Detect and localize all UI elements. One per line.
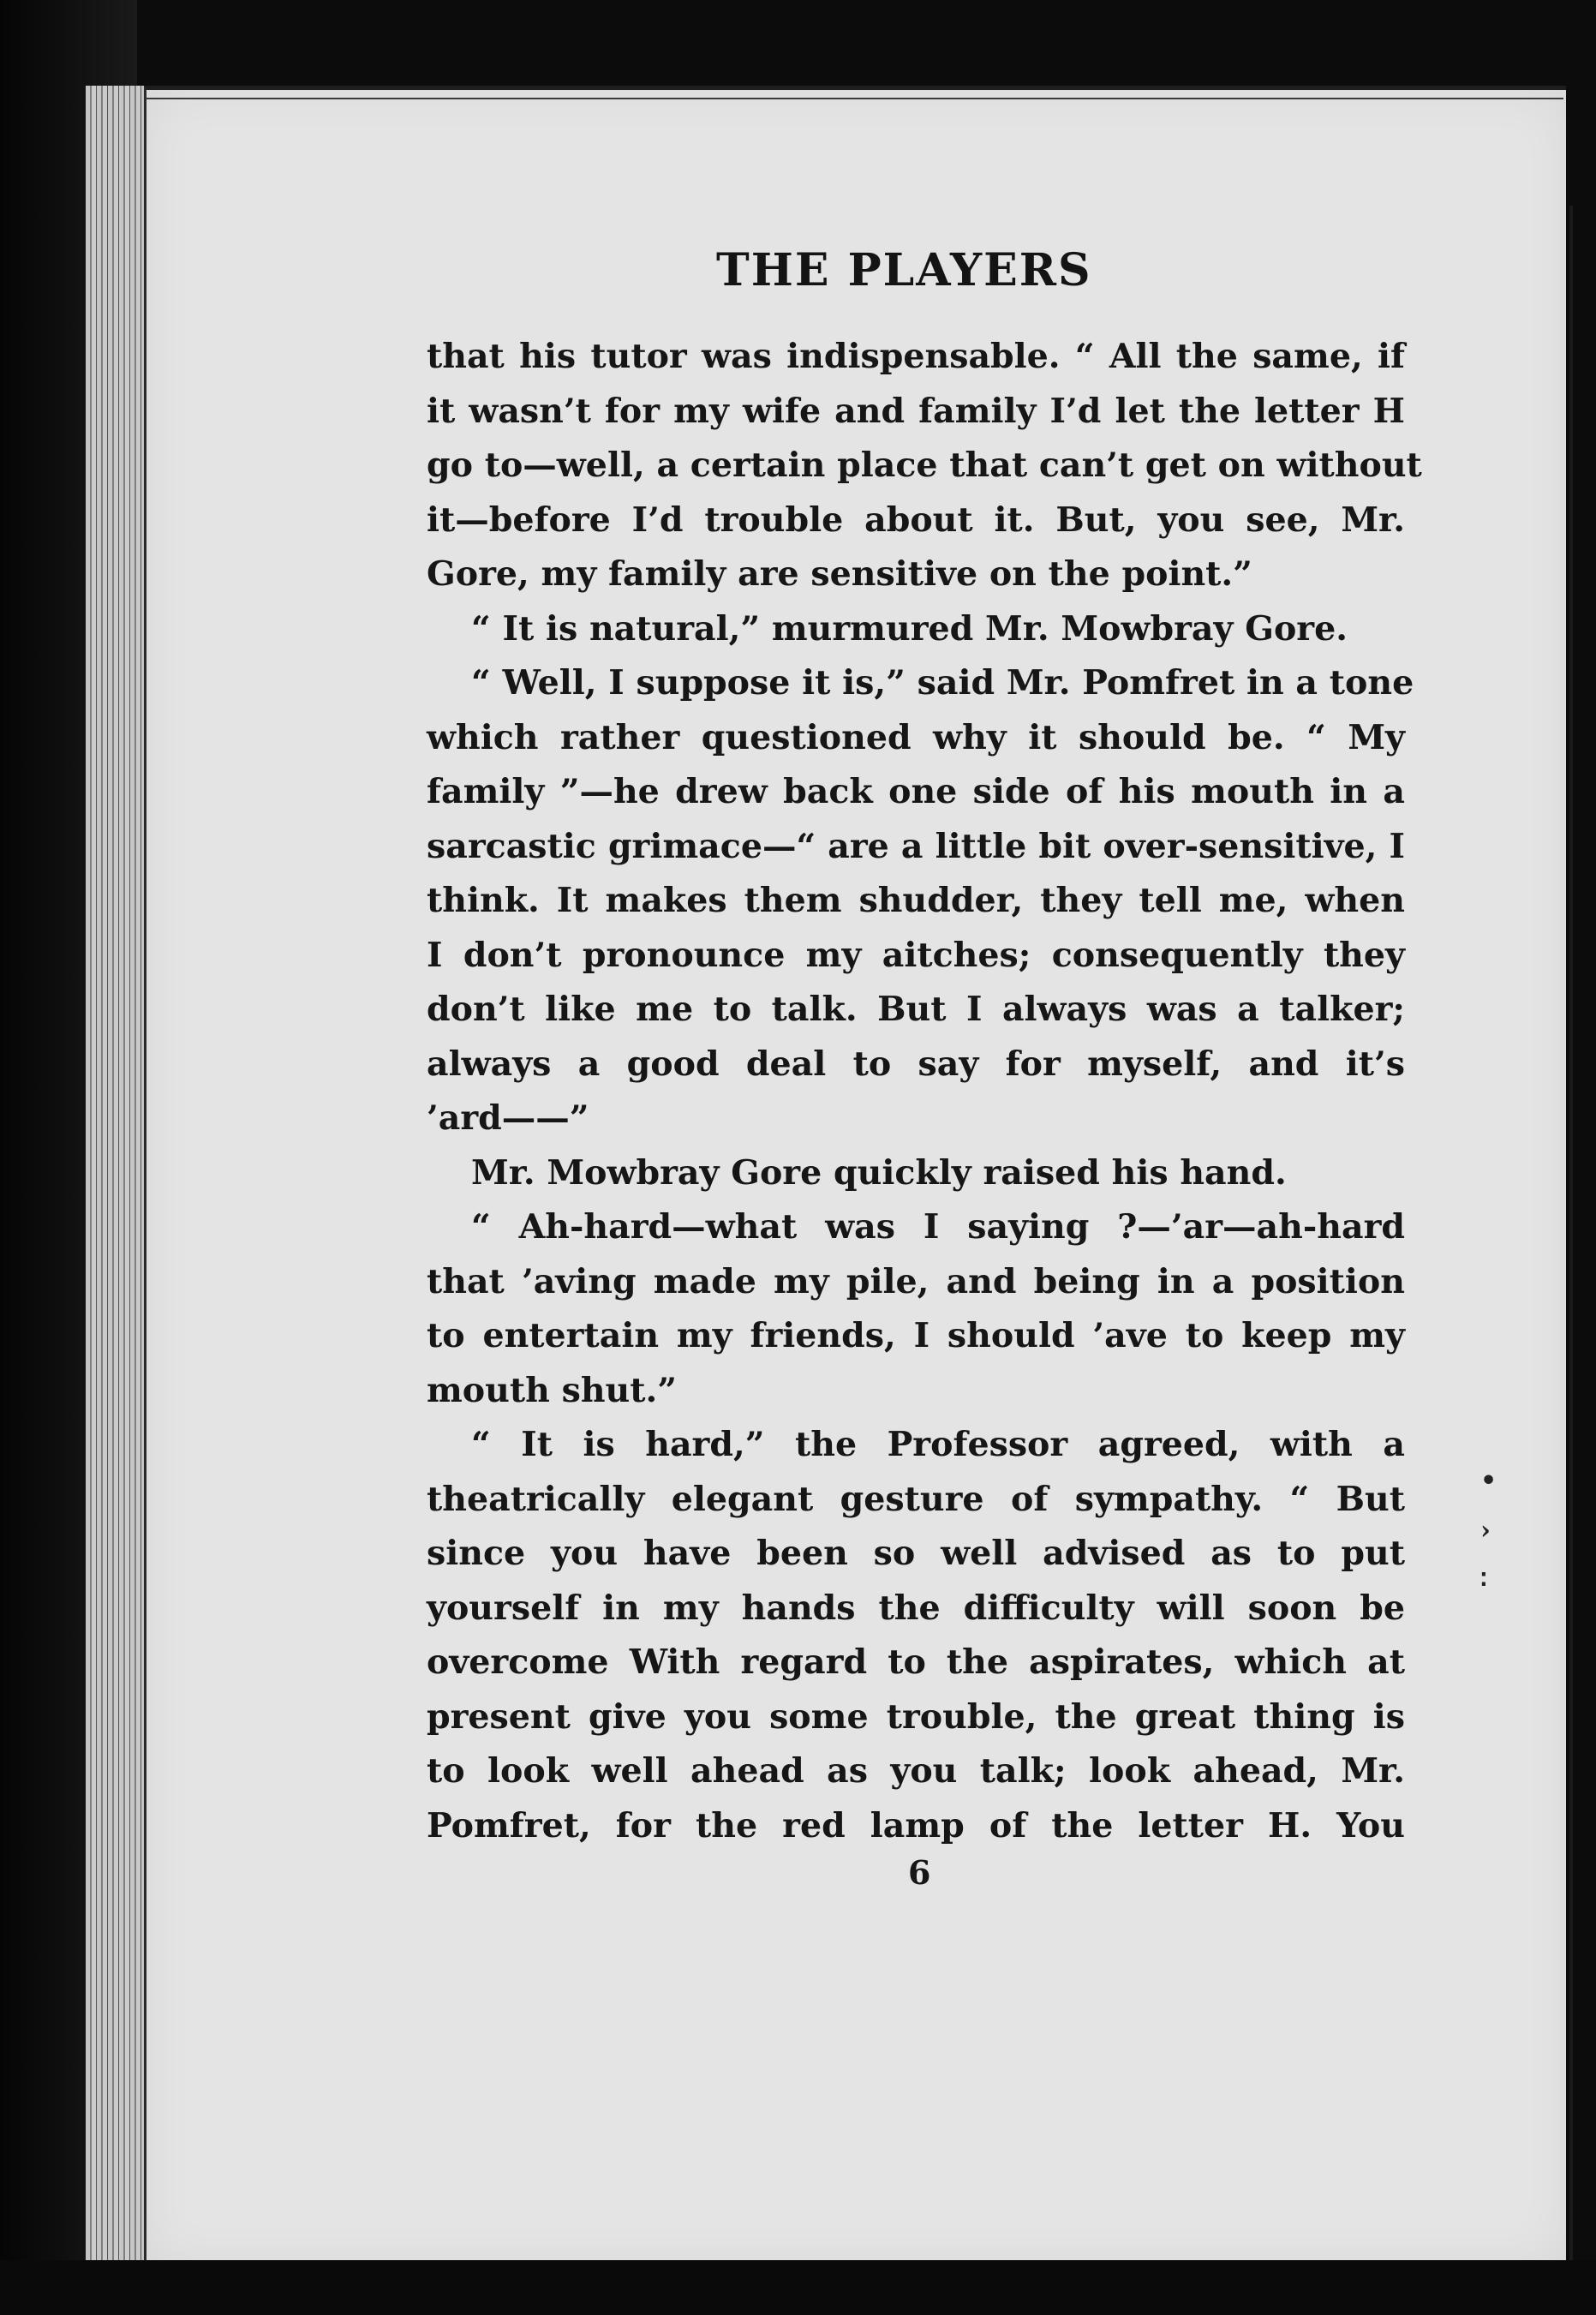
text-line: it wasn’t for my wife and family I’d let the letter H <box>427 391 1405 431</box>
text-line: theatrically elegant gesture of sympathy. “ But <box>427 1479 1405 1519</box>
running-head: THE PLAYERS <box>716 244 1092 296</box>
text-line: think. It makes them shudder, they tell me, when <box>427 881 1405 920</box>
body-text <box>427 330 1422 1853</box>
text-line: ’ard——” <box>427 1098 589 1138</box>
text-line: I don’t pronounce my aitches; consequently they <box>427 935 1405 975</box>
text-line: mouth shut.” <box>427 1370 677 1410</box>
page-number: 6 <box>908 1853 931 1892</box>
text-line: present give you some trouble, the great thing is <box>427 1696 1405 1737</box>
page-right-edge-line <box>1569 206 1573 2279</box>
text-line: don’t like me to talk. But I always was a talker; <box>427 990 1405 1029</box>
text-line: “ Ah-hard—what was I saying ?—’ar—ah-hard <box>471 1207 1405 1247</box>
text-line: go to—well, a certain place that can’t get on without <box>427 446 1422 485</box>
text-line: sarcastic grimace—“ are a little bit over-sensitive, I <box>427 826 1405 866</box>
text-line: “ Well, I suppose it is,” said Mr. Pomfret in a tone <box>471 663 1414 703</box>
text-line: yourself in my hands the difficulty will soon be <box>427 1588 1405 1628</box>
text-line: “ It is hard,” the Professor agreed, with a <box>471 1425 1405 1464</box>
text-line: that his tutor was indispensable. “ All the same, if <box>427 337 1405 376</box>
text-line: overcome With regard to the aspirates, which at <box>427 1642 1405 1682</box>
text-line: which rather questioned why it should be. “ My <box>427 717 1405 757</box>
text-line: family ”—he drew back one side of his mouth in a <box>427 772 1405 811</box>
text-line: “ It is natural,” murmured Mr. Mowbray Gore. <box>471 608 1348 649</box>
stray-ink-marks: • › ∶ <box>1480 1466 1497 1595</box>
text-line: Gore, my family are sensitive on the point.” <box>427 554 1252 594</box>
text-line: it—before I’d trouble about it. But, you see, Mr. <box>427 499 1405 540</box>
scan-bottom-margin <box>0 2260 1596 2315</box>
text-line: to entertain my friends, I should ’ave to keep my <box>427 1316 1405 1355</box>
text-line: to look well ahead as you talk; look ahead, Mr. <box>427 1751 1405 1791</box>
text-line: since you have been so well advised as to put <box>427 1534 1405 1573</box>
page-top-rule <box>146 98 1563 99</box>
text-line: always a good deal to say for myself, and it’s <box>427 1044 1405 1084</box>
text-line: Mr. Mowbray Gore quickly raised his hand. <box>471 1152 1287 1193</box>
text-line: Pomfret, for the red lamp of the letter H. You <box>427 1805 1405 1845</box>
text-line: that ’aving made my pile, and being in a position <box>427 1261 1405 1301</box>
